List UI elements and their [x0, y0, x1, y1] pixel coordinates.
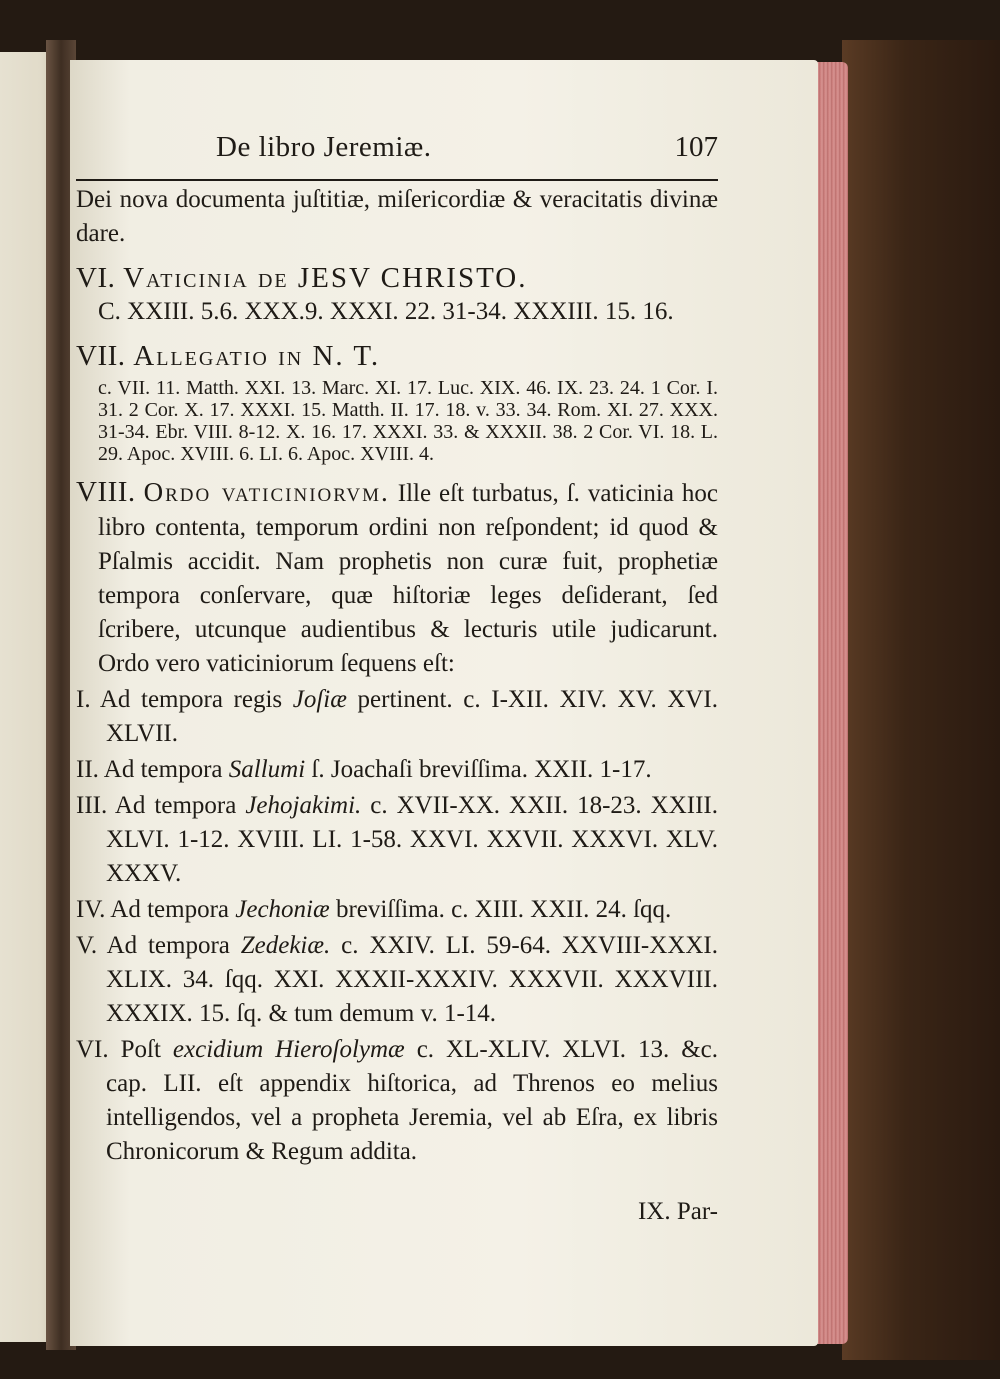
- list-item-refs: pertinent. c. I-XII. XIV. XV. XVI. XLVII.: [106, 686, 719, 747]
- section-viii-number: VIII.: [76, 476, 136, 508]
- list-item: [76, 683, 718, 751]
- list-item-name: Sallumi: [228, 756, 306, 783]
- section-vii-heading: [76, 339, 718, 373]
- page-header: [76, 130, 718, 176]
- list-item-text: Ad tempora: [106, 932, 241, 959]
- list-item-name: Zedekiæ.: [240, 932, 331, 959]
- book-cover-edge: [842, 40, 1000, 1360]
- list-item-name: Joſiæ: [292, 686, 347, 713]
- list-item-refs: breviſſima. c. XIII. XXII. 24. ſqq.: [329, 896, 672, 923]
- list-item-refs: c. XXIV. LI. 59-64. XXVIII-XXXI. XLIX. 34. ſqq. XXI. XXXII-XXXIV. XXXVII. XXXVIII. XXXIX. 15. ſq. & tum demum v. 1-14.: [106, 932, 718, 1027]
- list-item-number: V.: [76, 932, 98, 959]
- section-vi-heading: [76, 261, 718, 295]
- section-vii-refs: c. VII. 11. Matth. XXI. 13. Marc. XI. 17. Luc. XIX. 46. IX. 23. 24. 1 Cor. I. 31. 2 Cor. X. 17. XXXI. 15. Matth. II. 17. 18. v. 33. 34. Rom. XI. 27. XXX. 31-34. Ebr. VIII. 8-12. X. 16. 17. XXXI. 33. & XXXII. 38. 2 Cor. VI. 18. L. 29. Apoc. XVIII. 6. LI. 6. Apoc. XVIII. 4.: [98, 377, 718, 465]
- list-item-refs: c. XVII-XX. XXII. 18-23. XXIII. XLVI. 1-12. XVIII. LI. 1-58. XXVI. XXVII. XXXVI. XLV. XXXV.: [106, 792, 718, 887]
- list-item-text: Ad tempora: [110, 896, 236, 923]
- order-list: [76, 683, 718, 1169]
- section-vi-number: VI.: [76, 262, 116, 294]
- section-vii-number: VII.: [76, 340, 126, 372]
- list-item-number: II.: [76, 756, 99, 783]
- page-number: 107: [674, 131, 718, 163]
- page-content: [76, 68, 718, 1229]
- section-vi-title: Vaticinia de JESV CHRISTO.: [123, 262, 528, 294]
- section-viii-body: Ille eſt turbatus, ſ. vaticinia hoc libro contenta, temporum ordini non reſpondent; id quod & Pſalmis accidit. Nam prophetis non curæ fuit, prophetiæ tempora conſervare, quæ hiſtoriæ leges deſiderant, ſed ſcribere, utcunque audientibus & lecturis utile judicarunt. Ordo vero vaticiniorum ſequens eſt:: [98, 480, 718, 677]
- list-item-text: Poſt: [120, 1036, 173, 1063]
- list-item-number: VI.: [76, 1036, 109, 1063]
- list-item-name: Jehojakimi.: [245, 792, 362, 819]
- list-item-name: Jechoniæ: [235, 896, 330, 923]
- list-item-text: Ad tempora: [103, 756, 229, 783]
- section-vi-refs: C. XXIII. 5.6. XXX.9. XXXI. 22. 31-34. XXXIII. 15. 16.: [98, 298, 674, 325]
- list-item-number: IV.: [76, 896, 106, 923]
- section-vii-title: Allegatio in N. T.: [133, 340, 381, 372]
- intro-text: Dei nova documenta juſtitiæ, miſericordiæ & veracitatis divinæ dare.: [76, 186, 718, 247]
- list-item-name: excidium Hieroſolymæ: [172, 1036, 405, 1063]
- list-item-number: III.: [76, 792, 108, 819]
- list-item-number: I.: [76, 686, 91, 713]
- section-viii-paragraph: [76, 475, 718, 681]
- list-item: [76, 893, 718, 927]
- list-item-text: Ad tempora regis: [99, 686, 293, 713]
- list-item-refs: ſ. Joachaſi breviſſima. XXII. 1-17.: [305, 756, 652, 783]
- running-title: De libro Jeremiæ.: [216, 131, 432, 163]
- list-item: [76, 929, 718, 1031]
- header-rule: [76, 179, 718, 181]
- list-item-refs: c. XL-XLIV. XLVI. 13. &c. cap. LII. eſt appendix hiſtorica, ad Threnos eo melius intelligendos, vel a propheta Jeremia, vel ab Eſra, ex libris Chronicorum & Regum addita.: [106, 1036, 719, 1165]
- section-vii: [76, 339, 718, 465]
- section-viii: [76, 475, 718, 681]
- section-vi: [76, 261, 718, 329]
- section-viii-title: Ordo vaticiniorvm.: [143, 477, 390, 507]
- list-item: [76, 789, 718, 891]
- list-item: [76, 753, 718, 787]
- list-item-text: Ad tempora: [114, 792, 246, 819]
- catchword: IX. Par-: [637, 1198, 718, 1225]
- list-item: [76, 1033, 718, 1169]
